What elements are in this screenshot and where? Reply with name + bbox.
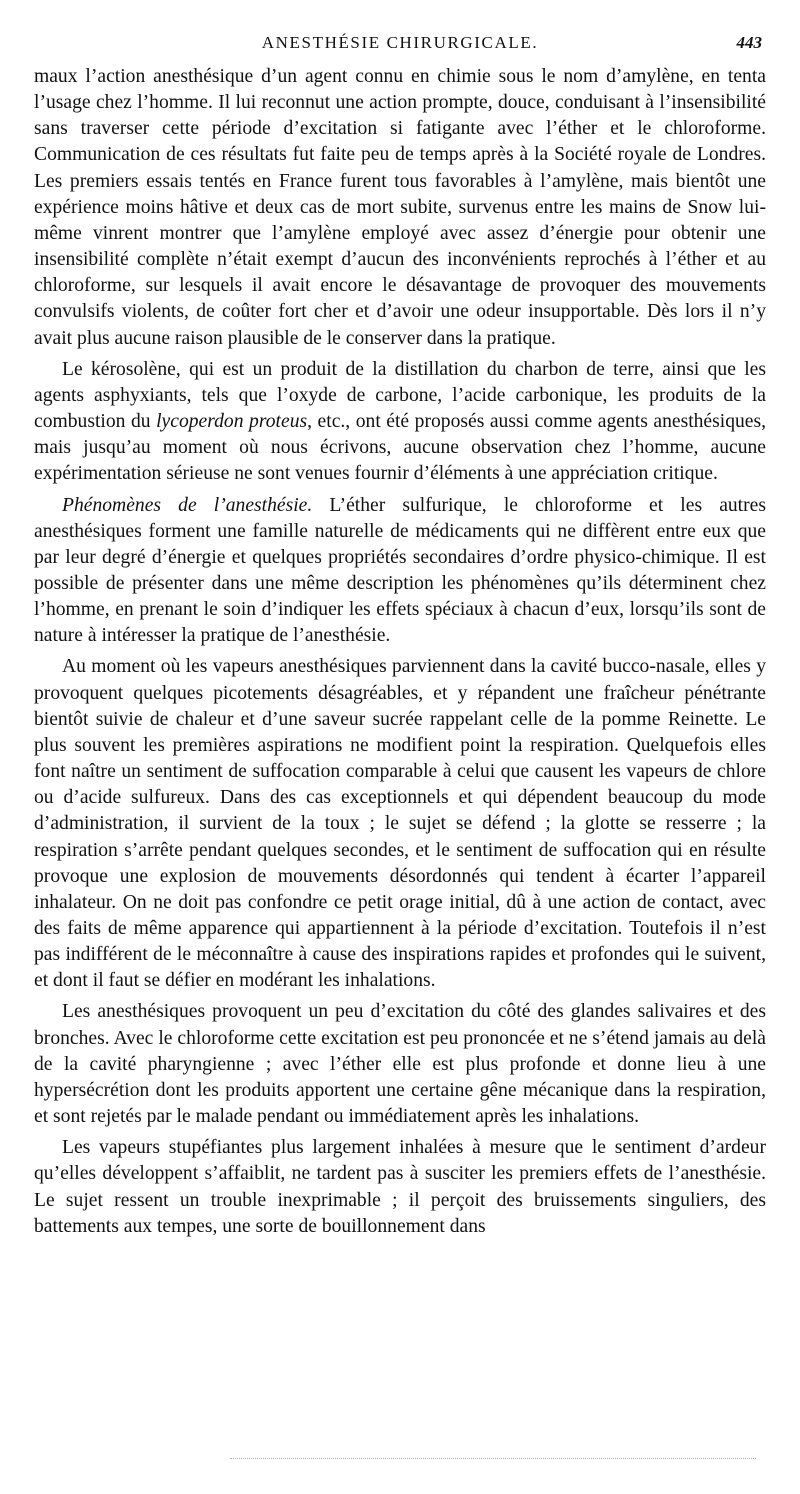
body-text [34, 64, 766, 1240]
paragraph-vapeurs [34, 654, 766, 994]
footer-divider [230, 1458, 756, 1459]
paragraph-text: Le kérosolène, qui est un produit de la distillation du charbon de terre, ainsi que les agents asphyxiants, tels que l’oxyde de carbone, l’acide carbonique, les produits de la combustion du [34, 358, 766, 433]
page-header [34, 30, 766, 56]
paragraph-text: maux l’action anesthésique d’un agent connu en chimie sous le nom d’amylène, en tenta l’usage chez l’homme. Il lui reconnut une action prompte, douce, conduisant à l’insensibilité sans traverser cette période d’excitation si fatigante avec l’éther et le chloroforme. Communication de ces résultats fut faite peu de temps après à la Société royale de Londres. Les premiers essais tentés en France furent tous favorables à l’amylène, mais bientôt une expérience moins hâtive et deux cas de mort subite, survenus entre les mains de Snow lui-même vinrent montrer que l’amylène employé avec assez d’énergie pour obtenir une insensibilité complète n’était exempt d’aucun des inconvénients reprochés à l’éther et au chloroforme, sur lesquels il avait encore le désavantage de provoquer des mouvements convulsifs violents, de coûter fort cher et d’avoir une odeur insupportable. Dès lors il n’y avait plus aucune raison plausible de le conserver dans la pratique. [34, 66, 766, 349]
paragraph-text: Au moment où les vapeurs anesthésiques parviennent dans la cavité bucco-nasale, elles y provoquent quelques picotements désagréables, et y répandent une fraîcheur pénétrante bientôt suivie de chaleur et d’une saveur sucrée rappelant celle de la pomme Reinette. Le plus souvent les premières aspirations ne modifient point la respiration. Quelquefois elles font naître un sentiment de suffocation comparable à celui que causent les vapeurs de chlore ou d’acide sulfureux. Dans des cas exceptionnels et qui dépendent beaucoup du mode d’administration, il survient de la toux ; le sujet se défend ; la glotte se resserre ; la respiration s’arrête pendant quelques secondes, et le sentiment de suffocation qui en résulte provoque une explosion de mouvements désordonnés qui tendent à écarter l’appareil inhalateur. On ne doit pas confondre ce petit orage initial, dû à une action de contact, avec des faits de même apparence qui appartiennent à la période d’excitation. Toutefois il n’est pas indifférent de le méconnaître à cause des inspirations rapides et profondes qui le suivent, et dont il faut se défier en modérant les inhalations. [34, 656, 766, 992]
paragraph-phenomenes [34, 493, 766, 650]
paragraph-glandes [34, 999, 766, 1130]
paragraph-effets [34, 1135, 766, 1240]
paragraph-text: , etc., ont été proposés aussi comme agents anesthésiques, mais jusqu’au moment où nous écrivons, aucune observation chez l’homme, aucune expérimentation sérieuse ne sont venues fournir d’éléments à une appréciation critique. [34, 411, 767, 485]
paragraph-text: Les vapeurs stupéfiantes plus largement inhalées à mesure que le sentiment d’ardeur qu’elles développent s’affaiblit, ne tardent pas à susciter les premiers effets de l’anesthésie. Le sujet ressent un trouble inexprimable ; il perçoit des bruissements singuliers, des battements aux tempes, une sorte de bouillonnement dans [34, 1137, 766, 1237]
italic-term: lycoperdon proteus [156, 411, 308, 433]
page-number: 443 [736, 33, 762, 52]
section-heading: Phénomènes de l’anesthésie. [62, 494, 313, 516]
running-title: ANESTHÉSIE CHIRURGICALE. [261, 33, 539, 52]
paragraph-text: L’éther sulfurique, le chloroforme et les autres anesthésiques forment une famille naturelle de médicaments qui ne diffèrent entre eux que par leur degré d’énergie et quelques propriétés secondaires d’ordre physico-chimique. Il est possible de présenter dans une même description les phénomènes qu’ils déterminent chez l’homme, en prenant le soin d’indiquer les effets spéciaux à chacun d’eux, lorsqu’ils sont de nature à intéresser la pratique de l’anesthésie. [34, 494, 766, 647]
paragraph-amylene-continued [34, 64, 766, 352]
paragraph-text: Les anesthésiques provoquent un peu d’excitation du côté des glandes salivaires et des bronches. Avec le chloroforme cette excitation est peu prononcée et ne s’étend jamais au delà de la cavité pharyngienne ; avec l’éther elle est plus profonde et donne lieu à une hypersécrétion dont les produits apportent une certaine gêne mécanique dans la respiration, et sont rejetés par le malade pendant ou immédiatement après les inhalations. [34, 1001, 766, 1128]
paragraph-kerosolene [34, 357, 766, 488]
book-page [34, 30, 766, 1240]
